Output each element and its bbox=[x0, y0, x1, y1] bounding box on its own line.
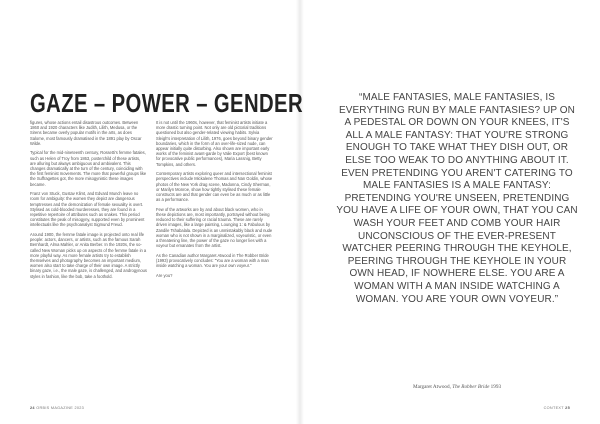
paragraph: It is not until the 1960s, however, that feminist artists initiate a more drastic turning point. Not only are old pictorial traditions questioned but also gender-related viewing habits. Sylvia Sleigh's interpretation of Lilith, 1976, goes beyond binary gender boundaries, which in the form of an over-life-sized nude, can appear initially quite disturbing. Also shown are important early works of the feminist avant-garde by Valie Export (best known for provocative public performances), Maria Lassnig, Betty Tompkins, and others. bbox=[156, 120, 273, 167]
attribution-author: Margaret Atwood, bbox=[412, 384, 453, 390]
page-gutter bbox=[296, 0, 304, 424]
paragraph: figures, whose actions entail disastrous outcomes. Between 1860 and 1920 characters like Judith, Lilith, Medusa, or the Sirens became overly popular motifs in the arts, as does Salome, most famously dramatised in the 1891 play by Oscar Wilde. bbox=[30, 120, 142, 146]
pull-quote: “MALE FANTASIES, MALE FANTASIES, IS EVERYTHING RUN BY MALE FANTASIES? UP ON A PEDESTAL OR DOWN ON YOUR KNEES, IT'S ALL A MALE FANTASY: THAT YOU'RE STRONG ENOUGH TO TAKE WHAT THEY DISH OUT, OR ELSE TOO WEAK TO DO ANYTHING ABOUT IT. EVEN PRETENDING YOU AREN'T CATERING TO MALE FANTASIES IS A MALE FANTASY: PRETENDING YOU'RE UNSEEN, PRETENDING YOU HAVE A LIFE OF YOUR OWN, THAT YOU CAN WASH YOUR FEET AND COMB YOUR HAIR UNCONSCIOUS OF THE EVER-PRESENT WATCHER PEERING THROUGH THE KEYHOLE, PEERING THROUGH THE KEYHOLE IN YOUR OWN HEAD, IF NOWHERE ELSE. YOU ARE A WOMAN WITH A MAN INSIDE WATCHING A WOMAN. YOU ARE YOUR OWN VOYEUR.” bbox=[336, 92, 578, 305]
folio-text: ORBIS MAGAZINE 2023 bbox=[36, 406, 85, 410]
folio-right bbox=[544, 406, 570, 410]
article-headline: GAZE – POWER – GENDER bbox=[30, 88, 303, 118]
paragraph: Contemporary artists exploring queer and intersectional feminist perspectives include Mickalene Thomas and Nan Goldin, whose photos of the New York drag scene, Madonna, Cindy Sherman, or Marilyn Monroe, show how tightly stylised these female constructs are and that gender can even be as much or as little as a performance. bbox=[156, 171, 273, 203]
paragraph: Are you? bbox=[156, 272, 173, 278]
quote-attribution bbox=[336, 384, 578, 390]
page-number: 24 bbox=[30, 406, 35, 410]
attribution-year: 1993 bbox=[489, 384, 502, 390]
paragraph: Typical for the mid-nineteenth century, Rossetti's femme fatales, such as Helen of Troy from 1863, posterchild of these artists, are alluring but always ambiguous and ambivalent. This changes dramatically at the turn of the century, coinciding with the first feminist movements. The more that powerful groups like the Suffragettes got, the more misogynistic these images became. bbox=[30, 150, 147, 187]
right-text-column bbox=[156, 120, 273, 282]
paragraph: Franz von Stuck, Gustav Klimt, and Edvard Munch leave no room for ambiguity: the women they depict are dangerous temptresses and the demonization of female sexuality is overt. Stylised as cold-blooded murderesses, they are found in a repetitive repertoire of attributes such as snakes. This period constitutes the peak of misogyny, supported even by prominent intellectuals like the psychoanalyst Sigmund Freud. bbox=[30, 191, 145, 228]
attribution-title: The Robber Bride bbox=[452, 384, 490, 390]
paragraph: Around 1900, the femme fatale image is projected onto real life people: actors, dancers, or artists, such as the famous Sarah Bernhardt, Alma Mahler, or Anita Berber. In the 1920s, the so-called New Woman picks up on aspects of the femme fatale in a more playful way. As more female artists try to establish themselves and photography becomes an important medium, women also start to take charge of their own image. A strictly binary gaze, i.e., the male gaze, is challenged, and androgynous styles in fashion, like the bob, take a foothold. bbox=[30, 232, 147, 279]
folio-left bbox=[30, 406, 84, 410]
left-text-column bbox=[30, 120, 147, 283]
folio-text: CONTEXT bbox=[543, 406, 564, 410]
paragraph: As the Canadian author Margaret Atwood in The Robber Bride (1993) provocatively concludes: "You are a woman with a man inside watching a woman. You are your own voyeur." bbox=[156, 252, 269, 269]
paragraph: Few of the artworks are by and about black women, who in these depictions are, most importantly, portrayed without being reduced to their suffering or racial trauma. These are rarely driven images, like a large painting, Lounging 1: & Fabulous by Zandile Tshabalala. Depicted is an unmistakably black and nude woman who is not shown in a marginalized, voyeuristic, or even a threatening line, the power of the gaze no longer lies with a voyeur but emanates from the artist. bbox=[156, 206, 273, 249]
page-number: 25 bbox=[565, 406, 570, 410]
